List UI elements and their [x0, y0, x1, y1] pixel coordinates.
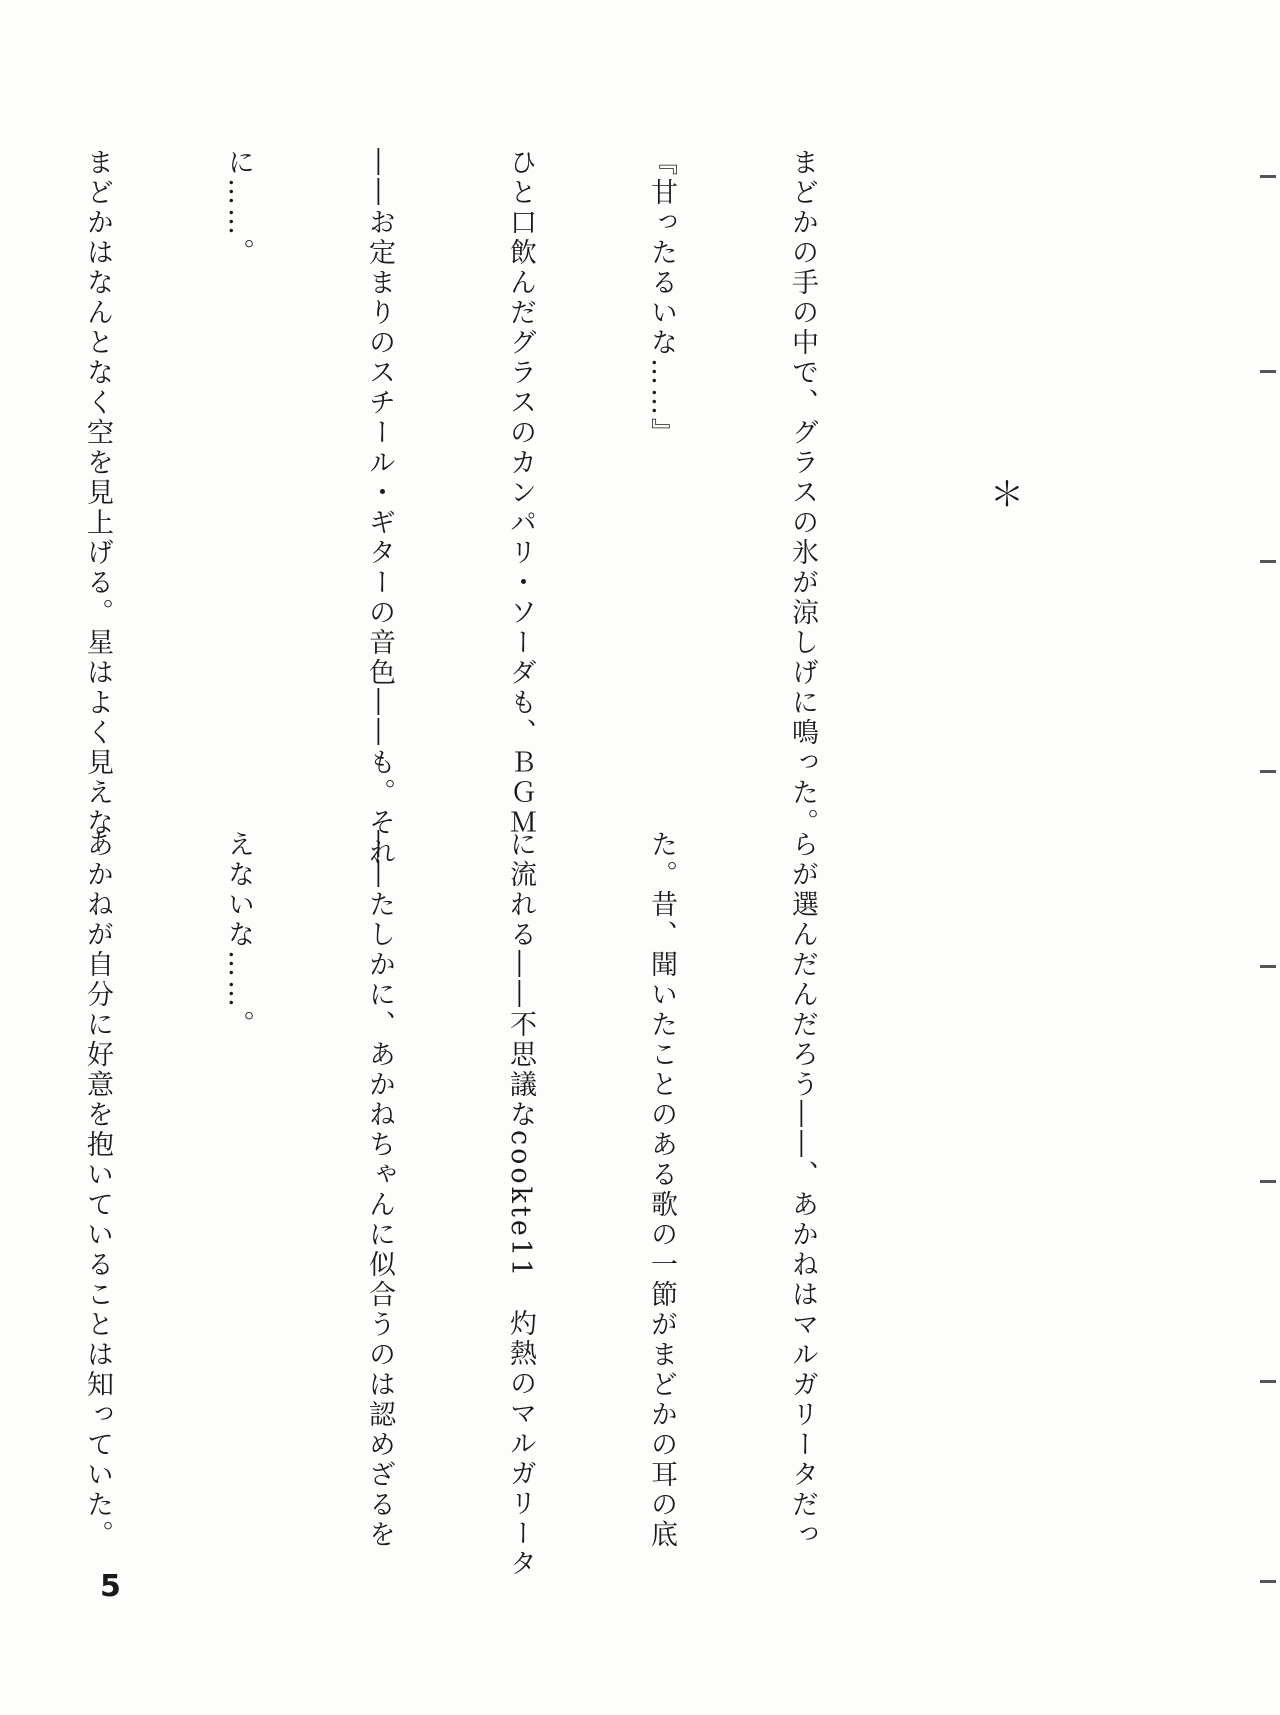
text-line: ――たしかに、あかねちゃんに似合うのは認めざるを [364, 830, 395, 1550]
page-number: 5 [100, 1569, 121, 1604]
scan-edge-mark [1260, 560, 1276, 563]
text-line: まどかの手の中で、グラスの氷が涼しげに鳴った。 [787, 148, 818, 838]
text-line: ――お定まりのスチール・ギターの音色――も。それ [364, 148, 395, 868]
section-break-asterisk: ＊ [990, 475, 1024, 515]
text-block-upper [82, 148, 920, 868]
text-line: た。昔、聞いたことのある歌の一節がまどかの耳の底 [646, 830, 677, 1550]
scan-edge-mark [1260, 1580, 1276, 1583]
text-block-lower [82, 830, 920, 1580]
scan-edge-mark [1260, 1180, 1276, 1183]
text-line: まどかはなんとなく空を見上げる。星はよく見えな [82, 148, 113, 838]
text-line: えないな……。 [223, 830, 254, 1040]
text-line: らが選んだんだろう――、あかねはマルガリータだっ [787, 830, 818, 1550]
scan-edge-mark [1260, 175, 1276, 178]
text-line: あかねが自分に好意を抱いていることは知っていた。 [82, 830, 113, 1550]
text-line: に流れる――不思議なcookte11 灼熱のマルガリータ [505, 830, 536, 1580]
scan-edge-mark [1260, 965, 1276, 968]
scan-edge-mark [1260, 770, 1276, 773]
scan-edge-mark [1260, 370, 1276, 373]
scan-edge-marks [1240, 0, 1280, 1715]
text-line: ひと口飲んだグラスのカンパリ・ソーダも、ＢＧＭ [505, 148, 536, 838]
text-line: 『甘ったるいな……』 [646, 148, 677, 448]
scan-edge-mark [1260, 1380, 1276, 1383]
text-line: に……。 [223, 148, 254, 268]
